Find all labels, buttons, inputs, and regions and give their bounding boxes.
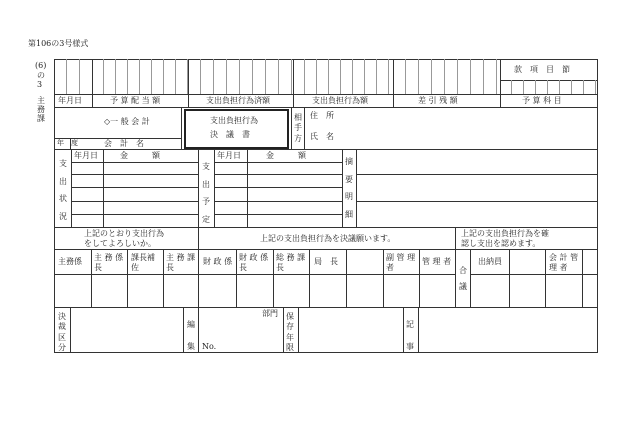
payment-plan-label: 支 出 予 定 [202,162,210,224]
address-label: 住 所 [310,111,334,120]
approver-account-manager-2: 理 者 [549,263,568,272]
summary-label: 摘 要 明 細 [345,157,353,219]
kanmoku-header: 款 項 目 節 [514,65,570,74]
request-center: 上記の支出負担行為を決議願います。 [260,234,396,243]
name-label: 氏 名 [310,132,334,141]
side-dept-2: 務 [37,105,45,114]
edit-label: 編 集 [187,320,195,352]
approver-section-chief-1: 主 務 課 [166,253,196,262]
retention-label: 保 存 年 限 [286,312,294,353]
payment-status-date: 年月日 [74,151,98,160]
header-date: 年月日 [58,96,82,105]
request-left-2: をしてよろしいか。 [84,239,156,248]
decision-box [184,109,289,149]
approver-manager: 管 理 者 [422,257,452,266]
side-three: 3 [37,80,43,89]
decision-class-label: 決 裁 区 分 [58,312,66,353]
side-number: (6) [35,61,47,70]
approver-general-affairs-2: 長 [276,263,284,272]
approver-general-affairs-1: 総 務 課 [276,253,306,262]
form-number: 第106の3号様式 [28,39,89,48]
header-expense-done: 支出負担行為済額 [206,96,270,105]
header-expense-amount: 支出負担行為額 [312,96,368,105]
approver-director: 局 長 [314,257,338,266]
approver-section-assistant-2: 佐 [131,263,139,272]
counterparty-label: 相 手 方 [294,113,302,143]
side-no: の [37,71,45,80]
side-dept-1: 主 [37,96,45,105]
request-left-1: 上記のとおり支出行為 [84,229,164,238]
department-label: 部門 [262,309,278,318]
payment-plan-amount: 金 額 [266,151,306,160]
approver-account-manager-1: 会 計 管 [549,253,579,262]
decision-title-2: 決 議 書 [210,130,250,139]
side-dept-3: 課 [37,114,45,123]
approver-deputy-manager-2: 者 [386,263,394,272]
approver-section-assistant-1: 課長補 [131,253,155,262]
approver-chief: 主務係 [58,257,82,266]
payment-status-amount: 金 額 [120,151,160,160]
request-right-2: 認し支出を認めます。 [461,239,541,248]
account-name-label: 会 計 名 [104,139,144,148]
approver-treasurer: 出納員 [478,257,502,266]
fiscal-year-label: 年 度 [57,139,78,147]
header-budget-allocated: 予 算 配 当 額 [110,96,161,105]
header-budget-subject: 予 算 科 目 [522,96,562,105]
decision-title-1: 支出負担行為 [210,116,258,125]
notes-label: 記 事 [406,320,414,352]
general-account: ◇一 般 会 計 [104,117,150,126]
approver-chief-leader-2: 長 [94,263,102,272]
payment-plan-date: 年月日 [217,151,241,160]
approver-section-chief-2: 長 [166,263,174,272]
approver-deputy-manager-1: 副 管 理 [386,253,416,262]
approver-chief-leader-1: 主 務 係 [94,253,124,262]
request-right-1: 上記の支出負担行為を確 [461,229,549,238]
approver-finance-leader-2: 長 [239,263,247,272]
header-balance: 差 引 残 額 [418,96,458,105]
payment-status-label: 支 出 状 況 [59,159,67,221]
approver-finance: 財 政 係 [203,257,233,266]
approver-finance-leader-1: 財 政 係 [239,253,269,262]
council-label: 合 議 [459,266,467,291]
number-label: No. [202,342,217,351]
